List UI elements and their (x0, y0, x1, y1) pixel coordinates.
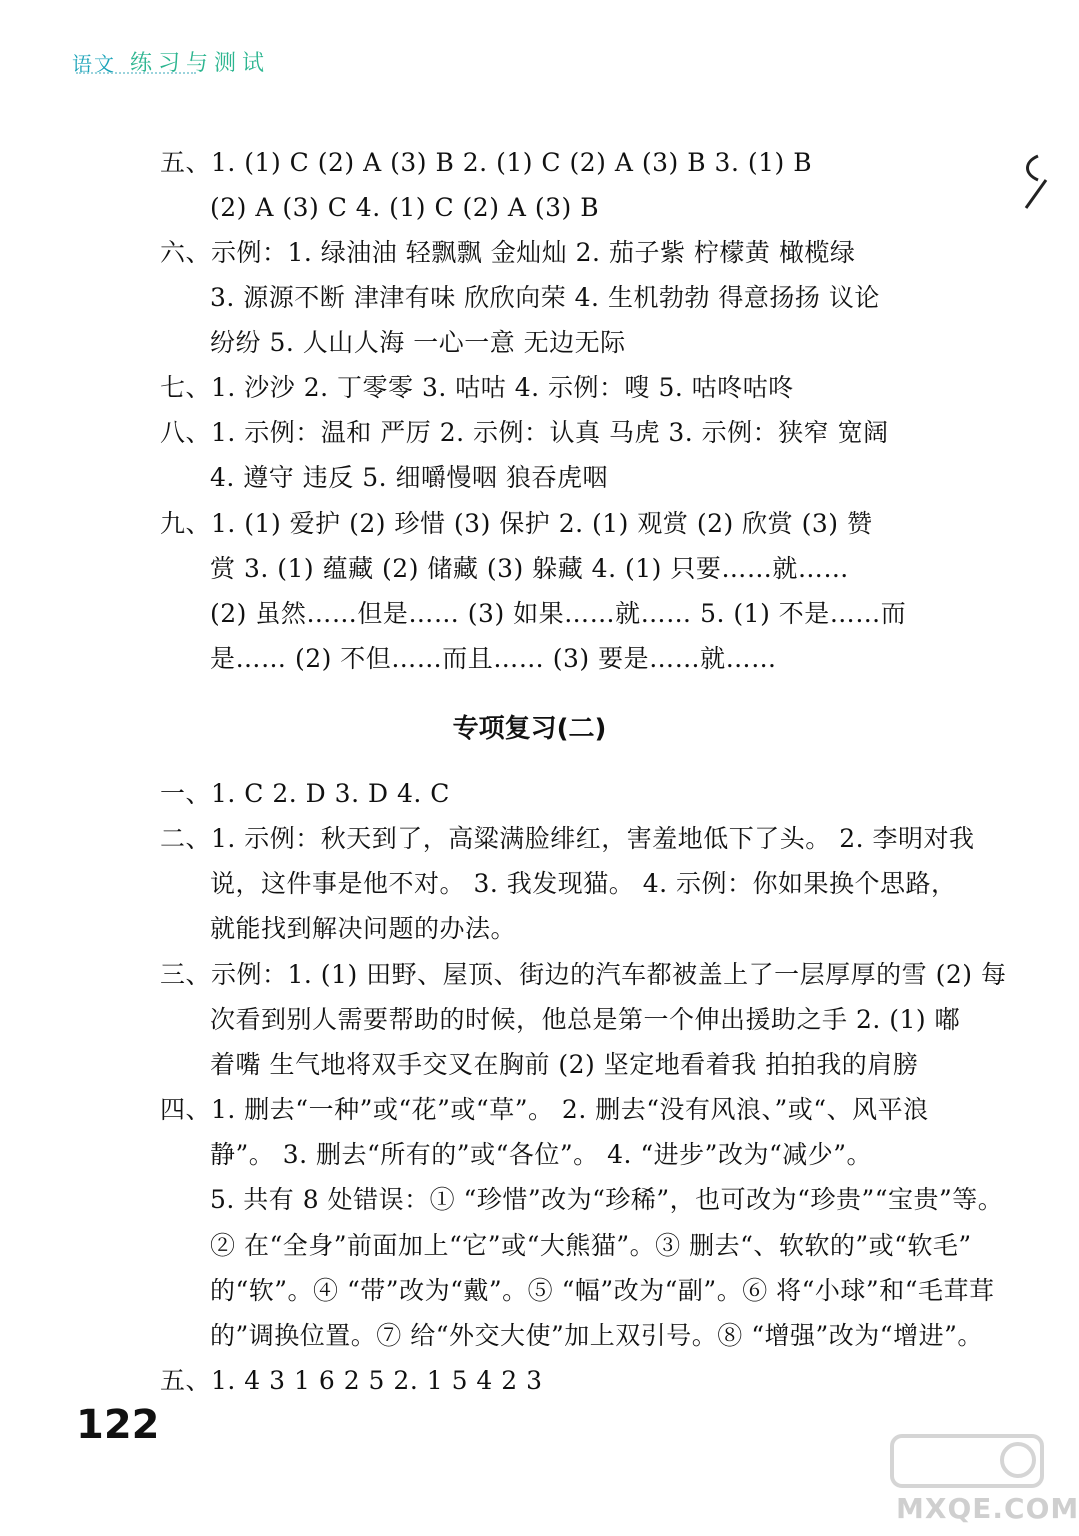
answer-line: 3. 源源不断 津津有味 欣欣向荣 4. 生机勃勃 得意扬扬 议论 (210, 283, 880, 312)
section-title: 专项复习(二) (452, 714, 607, 744)
answer-line: 二、1. 示例：秋天到了，高粱满脸绯红，害羞地低下了头。 2. 李明对我 (160, 824, 975, 853)
answer-line: 纷纷 5. 人山人海 一心一意 无边无际 (210, 328, 626, 357)
answer-line: (2) A (3) C 4. (1) C (2) A (3) B (210, 193, 600, 222)
answer-line: 5. 共有 8 处错误：① “珍惜”改为“珍稀”，也可改为“珍贵”“宝贵”等。 (210, 1185, 1004, 1214)
series-title: 练习与测试 (130, 51, 271, 76)
page-number: 122 (76, 1402, 160, 1448)
answer-line: 的“软”。④ “带”改为“戴”。⑤ “幅”改为“副”。⑥ 将“小球”和“毛茸茸 (210, 1276, 995, 1305)
answer-line: 4. 遵守 违反 5. 细嚼慢咽 狼吞虎咽 (210, 463, 608, 492)
subject-label: 语文 (72, 52, 116, 76)
answer-line: 说，这件事是他不对。 3. 我发现猫。 4. 示例：你如果换个思路， (210, 869, 957, 898)
answer-line: 一、1. C 2. D 3. D 4. C (160, 779, 450, 808)
answer-line: 九、1. (1) 爱护 (2) 珍惜 (3) 保护 2. (1) 观赏 (2) 欣赏 (3) 赞 (160, 509, 873, 538)
answer-line: 静”。 3. 删去“所有的”或“各位”。 4. “进步”改为“减少”。 (210, 1140, 873, 1169)
answer-line: ② 在“全身”前面加上“它”或“大熊猫”。③ 删去“、软软的”或“软毛” (210, 1231, 972, 1260)
watermark-logo (888, 1430, 1079, 1530)
watermark-icon (888, 1430, 1048, 1490)
answer-line: 赏 3. (1) 蕴藏 (2) 储藏 (3) 躲藏 4. (1) 只要……就…… (210, 554, 849, 583)
answer-line: 六、示例：1. 绿油油 轻飘飘 金灿灿 2. 茄子紫 柠檬黄 橄榄绿 (160, 238, 856, 267)
answer-line: (2) 虽然……但是…… (3) 如果……就…… 5. (1) 不是……而 (210, 599, 907, 628)
answer-line: 三、示例：1. (1) 田野、屋顶、街边的汽车都被盖上了一层厚厚的雪 (2) 每 (160, 960, 1007, 989)
header-dotted-rule (76, 72, 196, 74)
answer-line: 五、1. (1) C (2) A (3) B 2. (1) C (2) A (3) B 3. (1) B (160, 148, 813, 177)
answer-line: 着嘴 生气地将双手交叉在胸前 (2) 坚定地看着我 拍拍我的肩膀 (210, 1050, 919, 1079)
answer-line: 八、1. 示例：温和 严厉 2. 示例：认真 马虎 3. 示例：狭窄 宽阔 (160, 418, 889, 447)
answer-line: 次看到别人需要帮助的时候，他总是第一个伸出援助之手 2. (1) 嘟 (210, 1005, 961, 1034)
watermark-text: MXQE.COM (896, 1492, 1079, 1525)
answer-line: 的”调换位置。⑦ 给“外交大使”加上双引号。⑧ “增强”改为“增进”。 (210, 1321, 983, 1350)
answer-line: 就能找到解决问题的办法。 (210, 914, 517, 943)
margin-mark-icon (1018, 150, 1048, 210)
answer-line: 五、1. 4 3 1 6 2 5 2. 1 5 4 2 3 (160, 1366, 543, 1395)
page-header (72, 46, 270, 77)
answer-line: 是…… (2) 不但……而且…… (3) 要是……就…… (210, 644, 777, 673)
answer-line: 四、1. 删去“一种”或“花”或“草”。 2. 删去“没有风浪、”或“、风平浪 (160, 1095, 929, 1124)
answer-line: 七、1. 沙沙 2. 丁零零 3. 咕咕 4. 示例：嗖 5. 咕咚咕咚 (160, 373, 794, 402)
